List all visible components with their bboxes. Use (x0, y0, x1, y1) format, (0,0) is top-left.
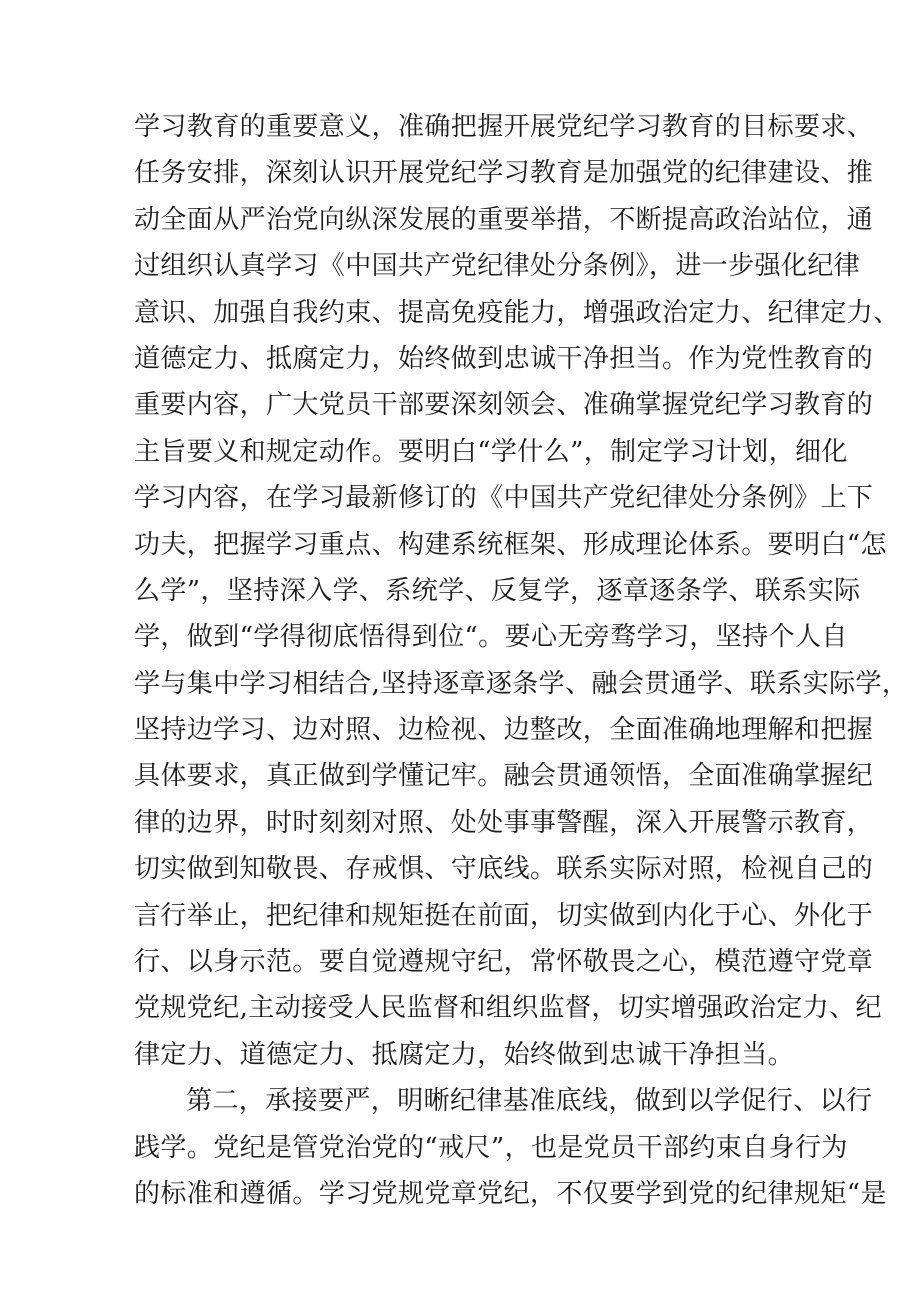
text-line: 主旨要义和规定动作。要明白“学什么”，制定学习计划，细化 (134, 436, 848, 467)
text-line: 学习内容，在学习最新修订的《中国共产党纪律处分条例》上下 (134, 483, 874, 514)
text-line: 律的边界，时时刻刻对照、处处事事警醒，深入开展警示教育， (134, 807, 874, 838)
paragraph-start-line: 第二，承接要严，明晰纪律基准底线，做到以学促行、以行 (186, 1086, 873, 1117)
text-line: 践学。党纪是管党治党的“戒尺”，也是党员干部约束自身行为 (134, 1132, 848, 1163)
text-line: 行、以身示范。要自觉遵规守纪，常怀敬畏之心，模范遵守党章 (134, 947, 874, 978)
text-line: 学与集中学习相结合,坚持逐章逐条学、融会贯通学、联系实际学， (134, 668, 909, 699)
text-line: 言行举止，把纪律和规矩挺在前面，切实做到内化于心、外化于 (134, 900, 874, 931)
paragraph-end-line: 律定力、道德定力、抵腐定力，始终做到忠诚干净担当。 (134, 1039, 795, 1070)
text-line: 动全面从严治党向纵深发展的重要举措，不断提高政治站位，通 (134, 204, 874, 235)
text-line: 坚持边学习、边对照、边检视、边整改，全面准确地理解和把握 (134, 715, 874, 746)
body-text (134, 104, 909, 1217)
text-line: 党规党纪,主动接受人民监督和组织监督，切实增强政治定力、纪 (134, 993, 882, 1024)
text-line: 的标准和遵循。学习党规党章党纪，不仅要学到党的纪律规矩“是 (134, 1178, 887, 1209)
text-line: 意识、加强自我约束、提高免疫能力，增强政治定力、纪律定力、 (134, 297, 900, 328)
text-line: 重要内容，广大党员干部要深刻领会、准确掌握党纪学习教育的 (134, 390, 874, 421)
text-line: 具体要求，真正做到学懂记牢。融会贯通领悟，全面准确掌握纪 (134, 761, 874, 792)
text-line: 学习教育的重要意义，准确把握开展党纪学习教育的目标要求、 (134, 112, 874, 142)
text-line: 功夫，把握学习重点、构建系统框架、形成理论体系。要明白“怎 (134, 529, 887, 560)
text-line: 过组织认真学习《中国共产党纪律处分条例》，进一步强化纪律 (134, 251, 861, 282)
text-line: 学，做到“学得彻底悟得到位“。要心无旁骛学习，坚持个人自 (134, 622, 848, 653)
text-line: 么学”，坚持深入学、系统学、反复学，逐章逐条学、联系实际 (134, 575, 861, 606)
text-line: 切实做到知敬畏、存戒惧、守底线。联系实际对照，检视自己的 (134, 854, 874, 885)
text-line: 任务安排，深刻认识开展党纪学习教育是加强党的纪律建设、推 (134, 158, 874, 189)
text-line: 道德定力、抵腐定力，始终做到忠诚干净担当。作为党性教育的 (134, 343, 874, 374)
